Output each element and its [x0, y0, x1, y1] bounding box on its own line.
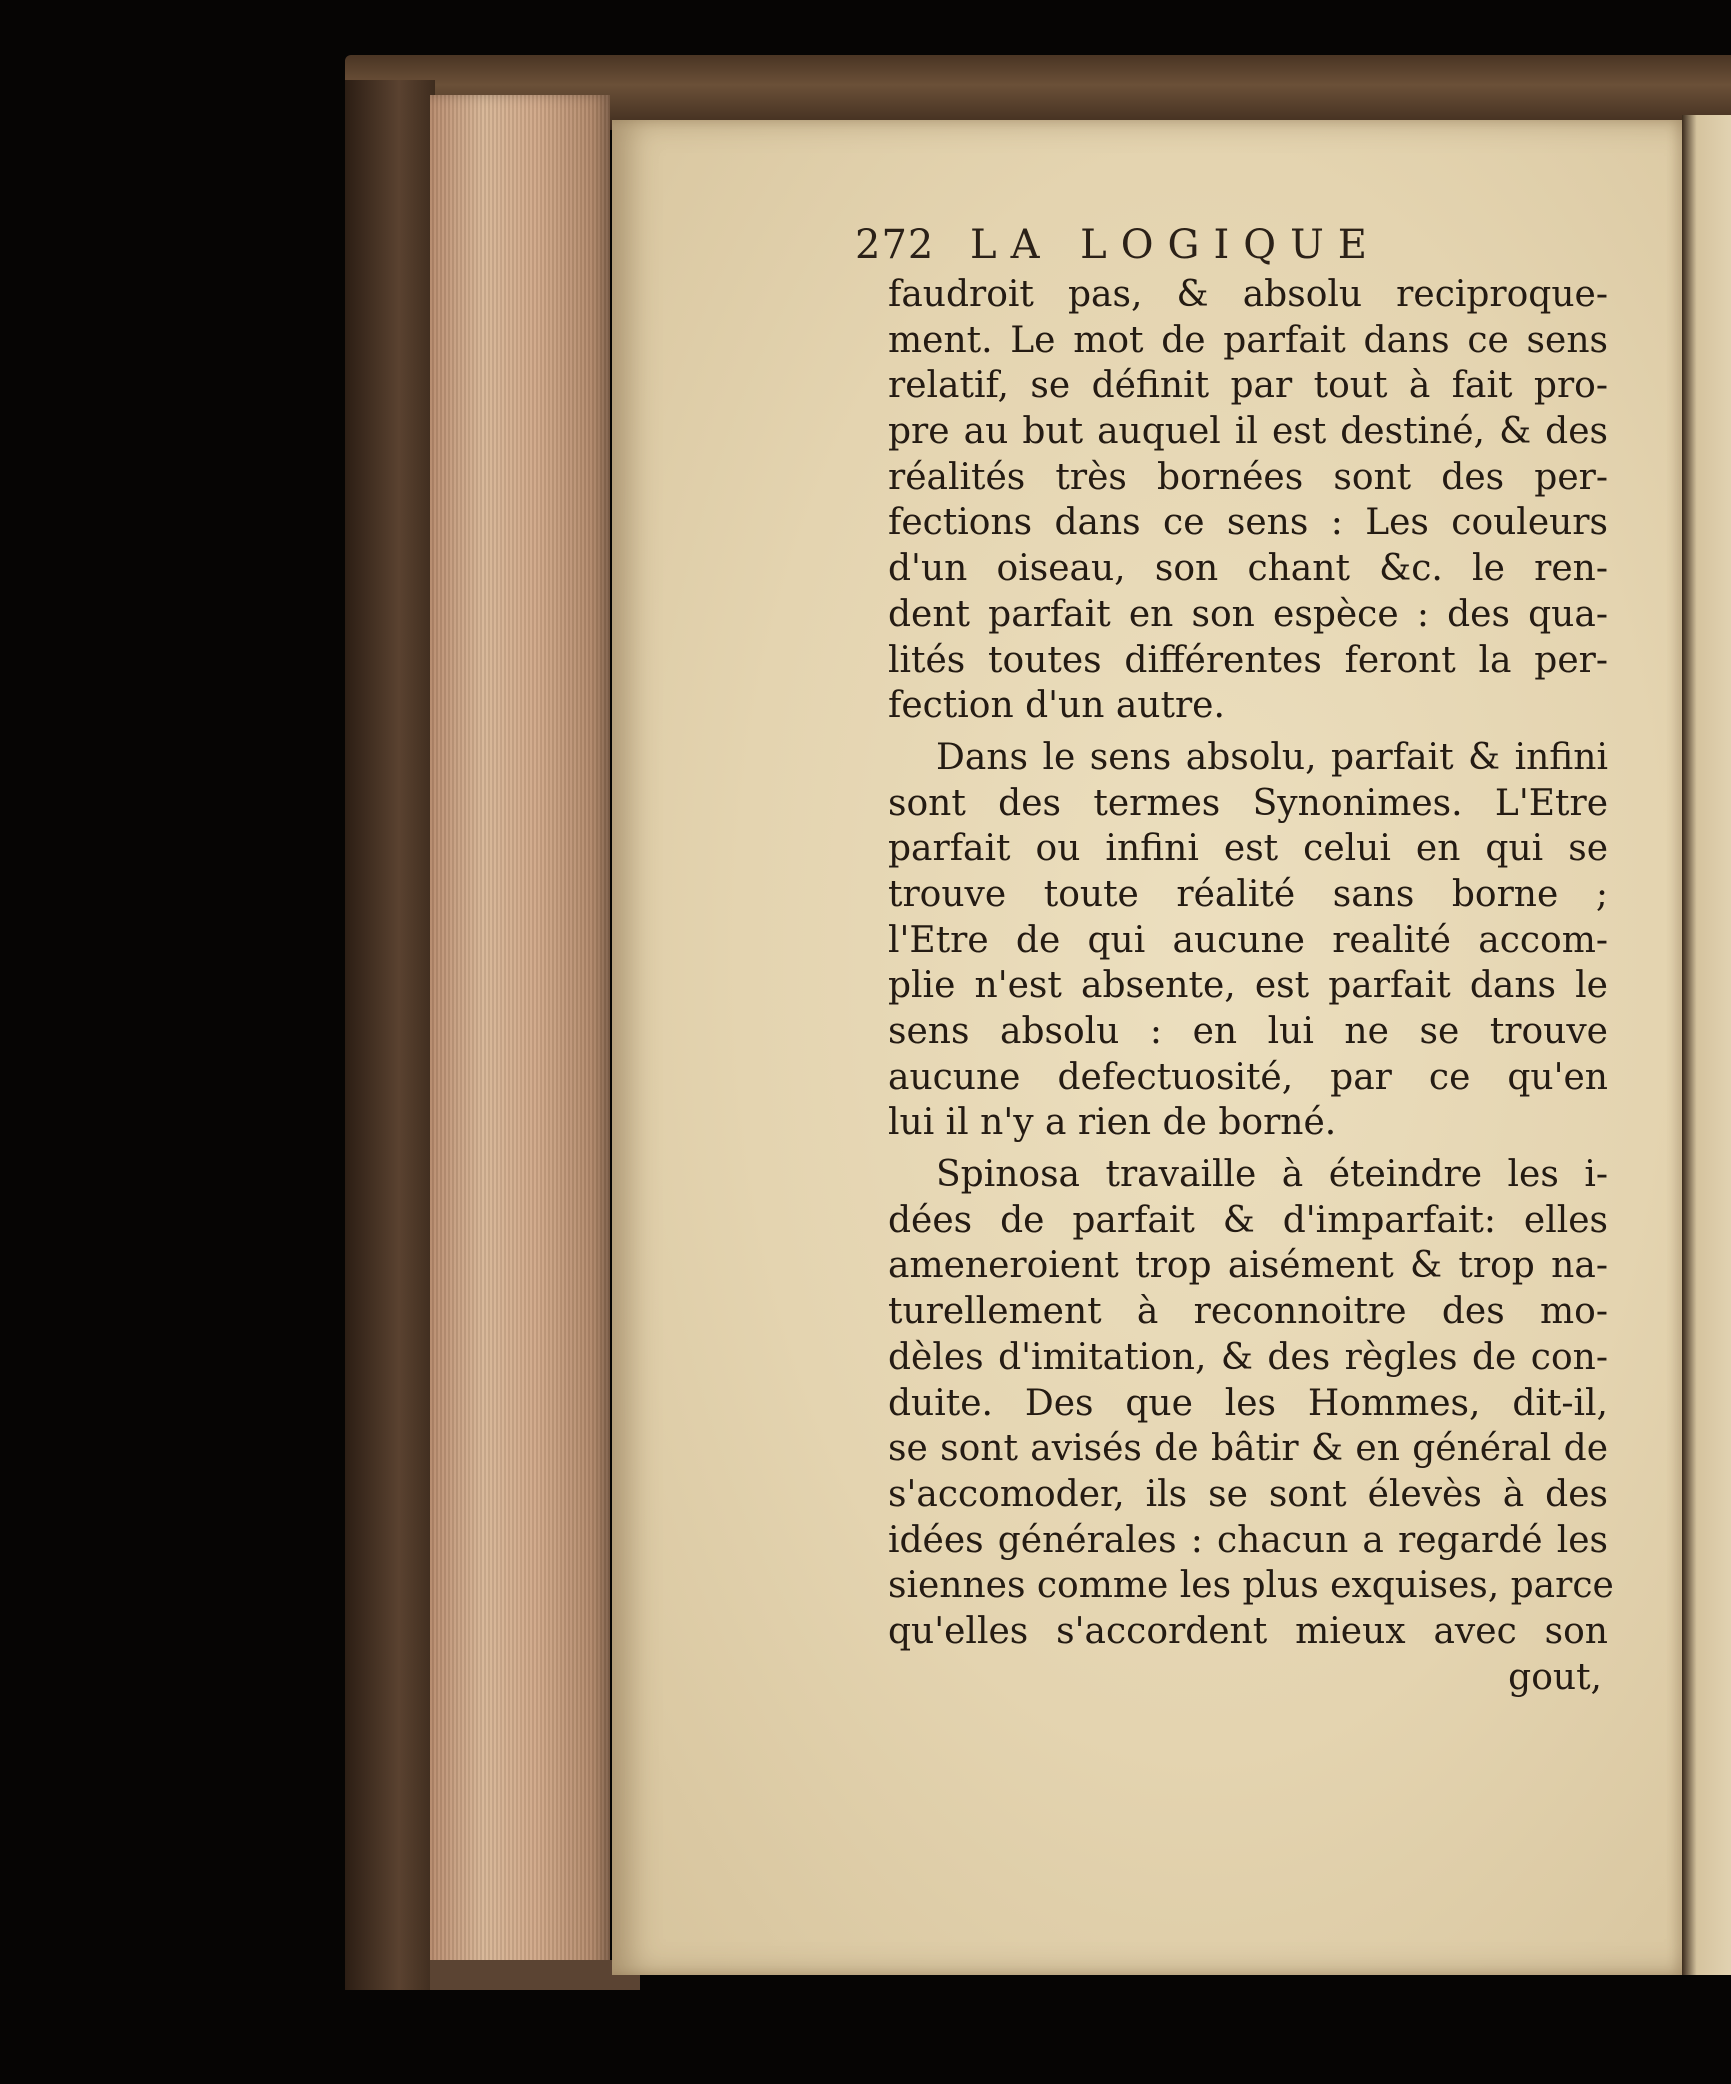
text-line: relatif, se définit par tout à fait pro-: [888, 365, 1608, 407]
text-line: siennes comme les plus exquises, parce: [888, 1565, 1614, 1607]
text-line: fection d'un autre.: [888, 685, 1225, 727]
text-line: dent parfait en son espèce : des qua-: [888, 593, 1608, 635]
text-line: plie n'est absente, est parfait dans le: [888, 965, 1608, 1007]
page-body-text: [888, 272, 1614, 1700]
text-line: faudroit pas, & absolu reciproque-: [888, 274, 1608, 315]
text-line: trouve toute réalité sans borne ;: [888, 873, 1608, 915]
text-line: qu'elles s'accordent mieux avec son: [888, 1610, 1608, 1652]
text-line: sont des termes Synonimes. L'Etre: [888, 782, 1608, 824]
text-line: sens absolu : en lui ne se trouve: [888, 1011, 1608, 1052]
text-line: turellement à reconnoitre des mo-: [888, 1291, 1608, 1333]
text-line: l'Etre de qui aucune realité accom-: [888, 919, 1608, 961]
running-title: LA LOGIQUE: [970, 222, 1381, 268]
text-line: idées générales : chacun a regardé les: [888, 1519, 1608, 1561]
book-cover-spine-edge: [345, 80, 435, 1990]
text-line: parfait ou infini est celui en qui se: [888, 828, 1608, 870]
page-block-fore-edge: [430, 95, 610, 1975]
text-line: pre au but auquel il est destiné, & des: [888, 411, 1608, 453]
text-line: s'accomoder, ils se sont élevès à des: [888, 1473, 1608, 1515]
text-line: duite. Des que les Hommes, dit-il,: [888, 1382, 1608, 1424]
catchword: gout,: [1508, 1656, 1602, 1698]
book-cover-bottom-edge: [430, 1960, 640, 1990]
text-line: lui il n'y a rien de borné.: [888, 1102, 1337, 1144]
text-line: se sont avisés de bâtir & en général de: [888, 1428, 1608, 1470]
text-line: ment. Le mot de parfait dans ce sens: [888, 319, 1608, 361]
text-line: dèles d'imitation, & des règles de con-: [888, 1336, 1608, 1378]
text-line: d'un oiseau, son chant &c. le ren-: [888, 548, 1608, 590]
text-line: réalités très bornées sont des per-: [888, 456, 1608, 498]
text-line: dées de parfait & d'imparfait: elles: [888, 1199, 1608, 1241]
text-line: ameneroient trop aisément & trop na-: [888, 1245, 1608, 1287]
page-header: [855, 222, 1455, 278]
facing-page-edge: [1682, 115, 1731, 1975]
text-line: lités toutes différentes feront la per-: [888, 639, 1608, 681]
text-line: aucune defectuosité, par ce qu'en: [888, 1056, 1608, 1098]
text-line: Spinosa travaille à éteindre les i-: [936, 1154, 1608, 1196]
text-line: fections dans ce sens : Les couleurs: [888, 502, 1608, 544]
page-number: 272: [855, 222, 935, 268]
text-line: Dans le sens absolu, parfait & infini: [936, 736, 1608, 778]
